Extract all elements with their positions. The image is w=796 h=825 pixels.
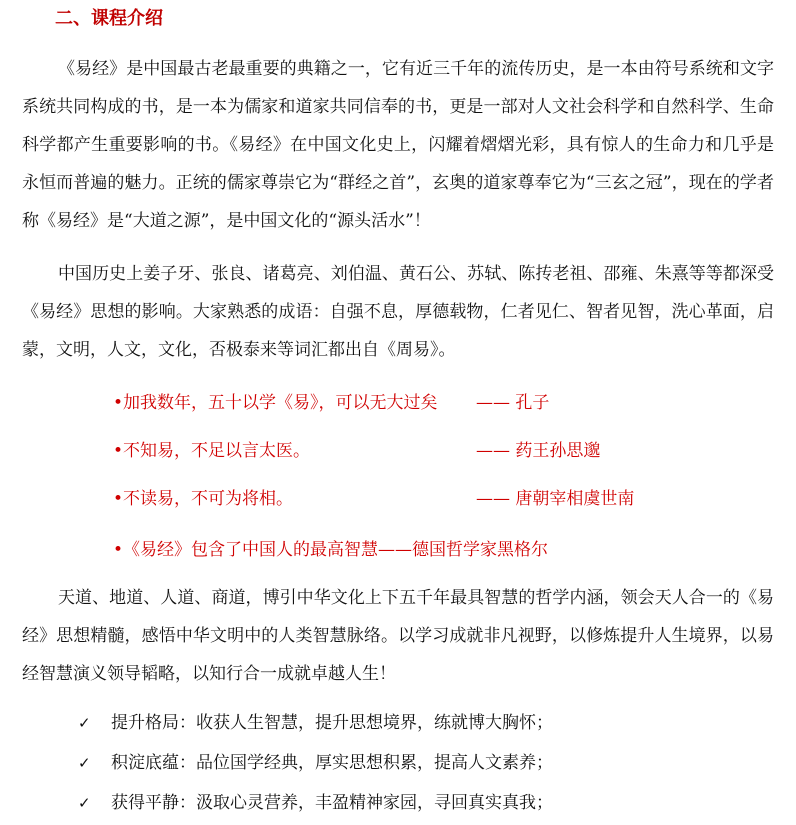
quote-text: 不知易，不足以言太医。 — [123, 441, 310, 461]
benefit-text: 获得平静：汲取心灵营养，丰盈精神家园，寻回真实真我； — [111, 793, 553, 813]
benefit-item — [78, 748, 553, 778]
checkmark-icon: ✓ — [78, 794, 91, 812]
bullet-icon: • — [113, 393, 124, 413]
quote-text: 《易经》包含了中国人的最高智慧——德国哲学家黑格尔 — [123, 540, 548, 560]
quote-item — [113, 388, 550, 418]
intro-paragraph-historical-figures: 中国历史上姜子牙、张良、诸葛亮、刘伯温、黄石公、苏轼、陈抟老祖、邵雍、朱熹等等都深受《易经》思想的影响。大家熟悉的成语：自强不息，厚德载物，仁者见仁、智者见智，洗心革面，启蒙，文明，人文，文化，否极泰来等词汇都出自《周易》。 — [22, 264, 774, 360]
benefit-item — [78, 788, 553, 818]
section-heading: 二、课程介绍 — [55, 8, 163, 29]
bullet-icon: • — [113, 540, 124, 560]
quote-author: —— 药王孙思邈 — [476, 441, 601, 461]
benefit-item — [78, 708, 553, 738]
quote-author: —— 孔子 — [476, 393, 550, 413]
bullet-icon: • — [113, 489, 124, 509]
quote-item — [113, 484, 635, 514]
quote-text: 加我数年，五十以学《易》，可以无大过矣 — [123, 393, 438, 413]
benefit-text: 提升格局：收获人生智慧，提升思想境界，练就博大胸怀； — [111, 713, 553, 733]
intro-paragraph-yijing-history: 《易经》是中国最古老最重要的典籍之一，它有近三千年的流传历史，是一本由符号系统和文字系统共同构成的书，是一本为儒家和道家共同信奉的书，更是一部对人文社会科学和自然科学、生命科学都产生重要影响的书。《易经》在中国文化史上，闪耀着熠熠光彩，具有惊人的生命力和几乎是永恒而普遍的魅力。正统的儒家尊崇它为“群经之首”，玄奥的道家尊奉它为“三玄之冠”，现在的学者称《易经》是“大道之源”，是中国文化的“源头活水”！ — [22, 59, 774, 231]
checkmark-icon: ✓ — [78, 754, 91, 772]
quote-author: —— 唐朝宰相虞世南 — [476, 489, 635, 509]
benefit-text: 积淀底蕴：品位国学经典，厚实思想积累，提高人文素养； — [111, 753, 553, 773]
quote-item — [113, 436, 601, 466]
bullet-icon: • — [113, 441, 124, 461]
checkmark-icon: ✓ — [78, 714, 91, 732]
intro-paragraph-course-goals: 天道、地道、人道、商道，博引中华文化上下五千年最具智慧的哲学内涵，领会天人合一的《易经》思想精髓，感悟中华文明中的人类智慧脉络。以学习成就非凡视野，以修炼提升人生境界，以易经智慧演义领导韬略，以知行合一成就卓越人生！ — [22, 588, 774, 684]
quote-text: 不读易，不可为将相。 — [123, 489, 293, 509]
quote-item — [113, 535, 548, 565]
